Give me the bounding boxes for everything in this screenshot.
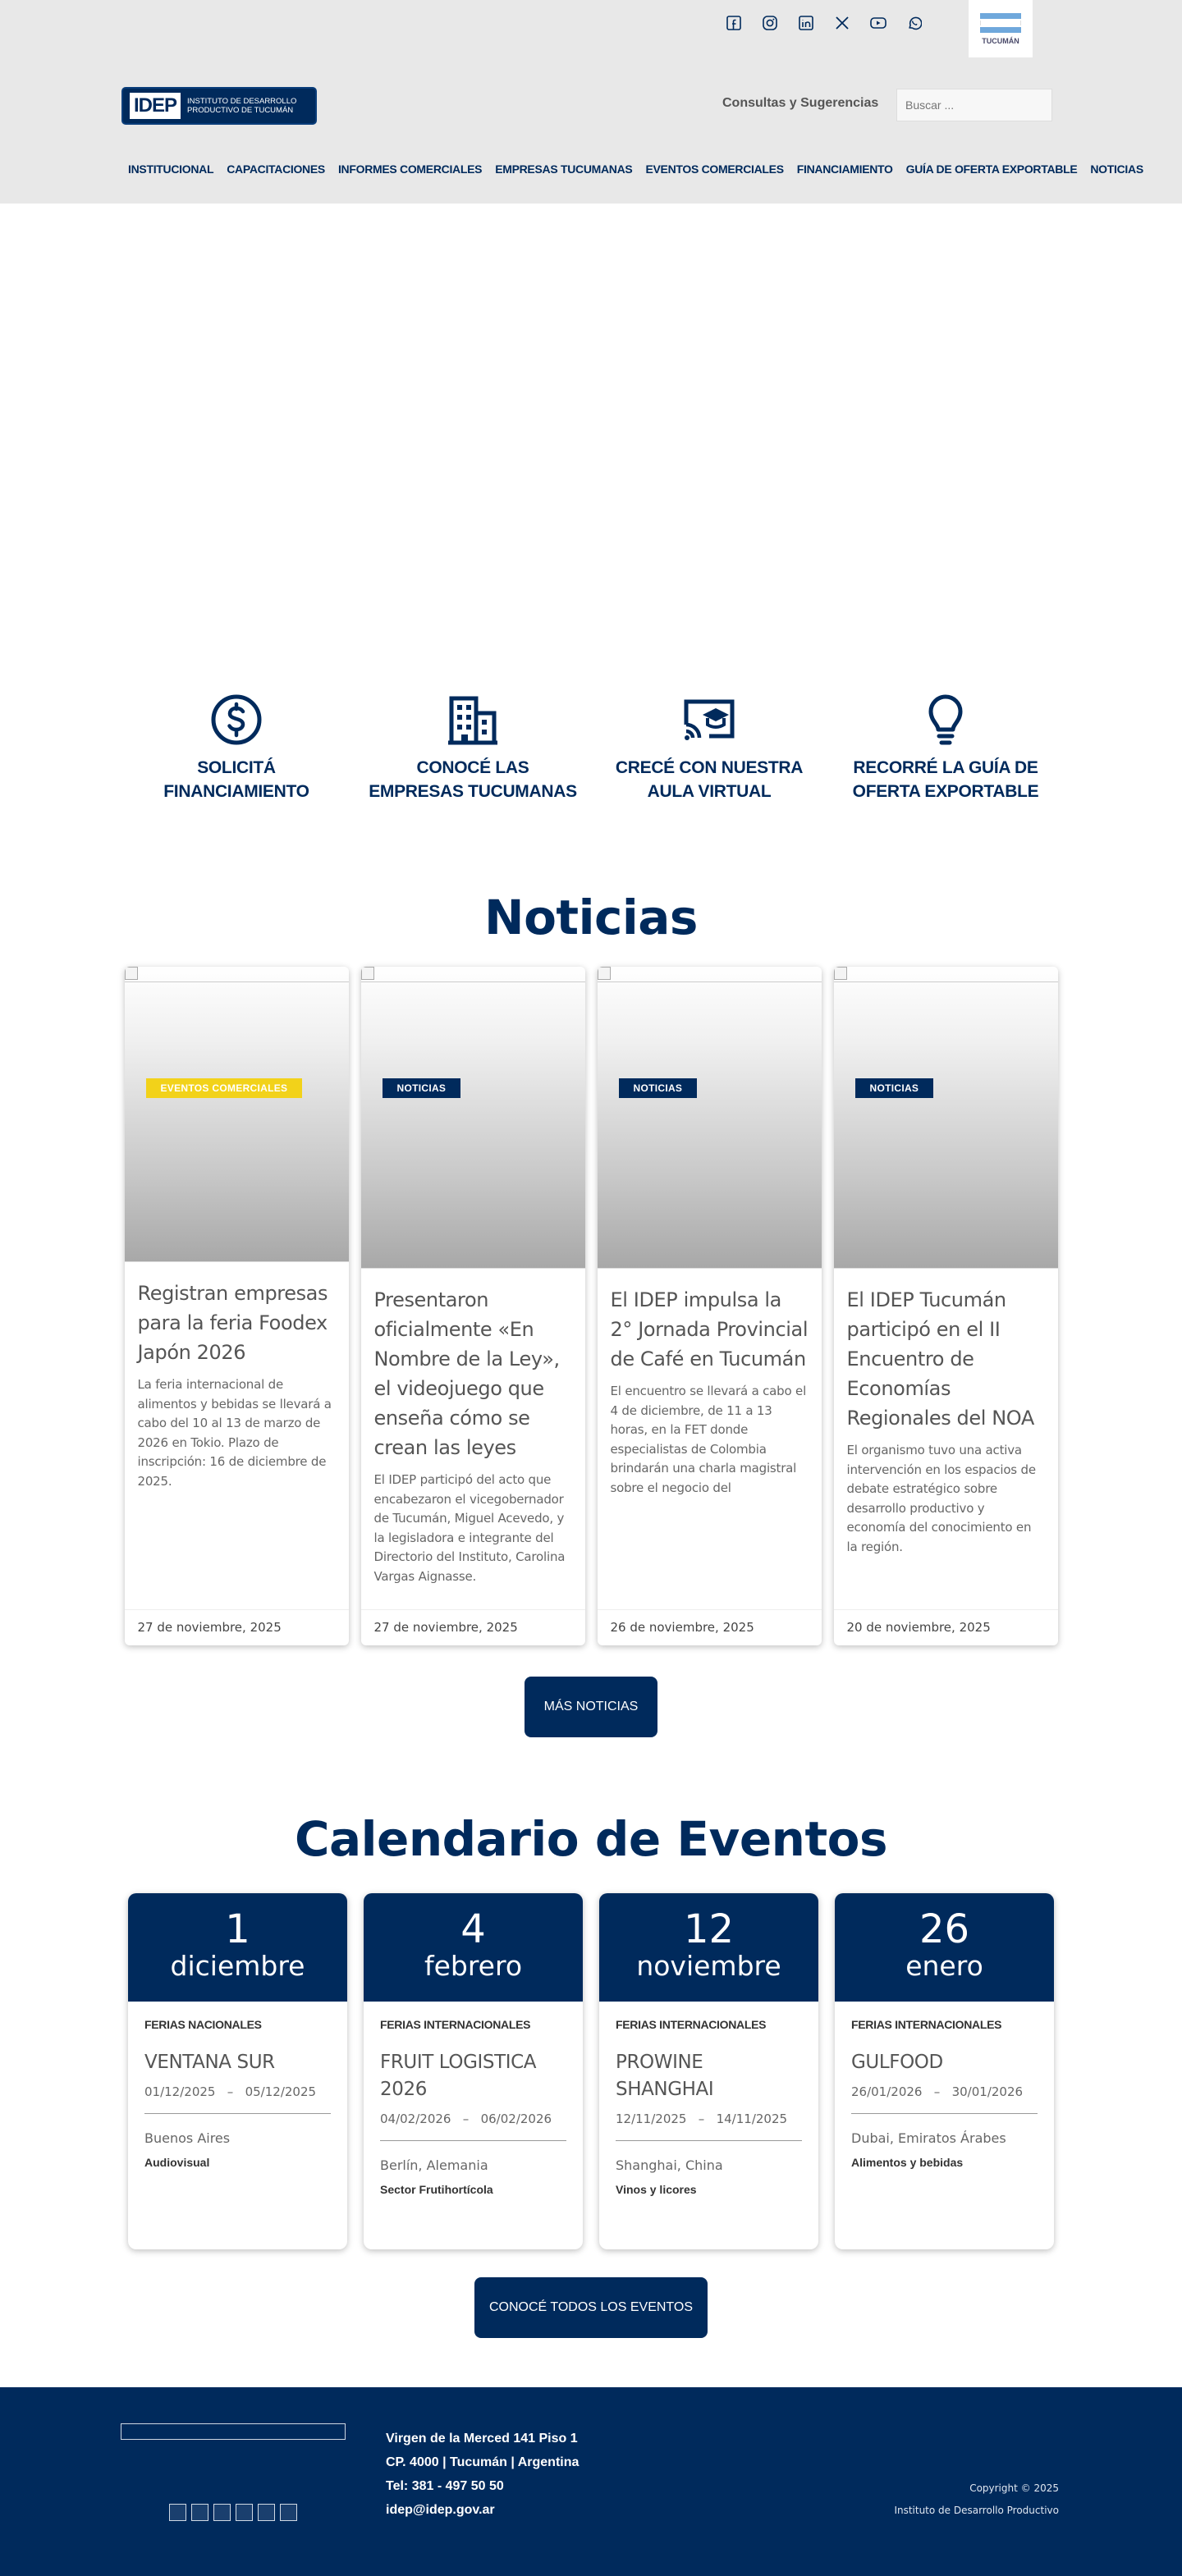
nav-item-informes-comerciales[interactable]: INFORMES COMERCIALES [337, 162, 483, 176]
news-excerpt: El IDEP participó del acto que encabezaron el vicegobernador de Tucumán, Miguel Acevedo, y la legisladora e integrante del Directorio del Instituto, Carolina Vargas Aignasse. [373, 1472, 566, 1584]
news-date: 26 de noviembre, 2025 [598, 1609, 822, 1645]
event-sector: Vinos y licores [616, 2183, 697, 2196]
nav-item-institucional[interactable]: INSTITUCIONAL [128, 162, 214, 176]
event-dates [144, 2084, 331, 2114]
news-body [598, 1269, 822, 1609]
event-day: 26 [919, 1906, 970, 1952]
event-body [364, 2002, 583, 2212]
footer-address: Virgen de la Merced 141 Piso 1 [386, 2432, 578, 2446]
date-separator: – [227, 2084, 234, 2099]
logo-mark: IDEP [130, 93, 181, 119]
event-start: 26/01/2026 [851, 2084, 923, 2099]
quick-link-line1: SOLICITÁ [197, 758, 276, 777]
news-section [0, 890, 1182, 1737]
event-end: 05/12/2025 [245, 2084, 317, 2099]
broken-image-icon [834, 967, 847, 980]
virtual-classroom-icon [681, 692, 737, 748]
quick-link-label [853, 756, 1039, 803]
calendar-title: Calendario de Eventos [294, 1811, 888, 1867]
news-title-text[interactable]: El IDEP impulsa la 2° Jornada Provincial de Café en Tucumán [610, 1288, 809, 1370]
event-end: 30/01/2026 [951, 2084, 1024, 2099]
news-body [834, 1269, 1058, 1609]
event-name[interactable]: VENTANA SUR [144, 2052, 275, 2073]
event-name[interactable]: PROWINE SHANGHAI [616, 2052, 714, 2100]
news-card[interactable] [598, 967, 822, 1645]
nav-item-financiamiento[interactable]: FINANCIAMIENTO [796, 162, 893, 176]
news-category-tag[interactable]: EVENTOS COMERCIALES [146, 1078, 303, 1098]
instagram-icon[interactable] [191, 2504, 208, 2521]
news-title-text[interactable]: Registran empresas para la feria Foodex Japón 2026 [137, 1282, 328, 1364]
event-place: Shanghai, China [616, 2157, 723, 2173]
event-month: noviembre [636, 1950, 781, 1982]
news-title-text[interactable]: Presentaron oficialmente «En Nombre de la Ley», el videojuego que enseña cómo se crean las leyes [373, 1288, 560, 1459]
event-month: enero [905, 1950, 983, 1982]
flag-stripe [980, 21, 1021, 25]
quick-link-label [163, 756, 309, 803]
x-icon[interactable] [829, 11, 855, 34]
event-date-header [128, 1893, 347, 2002]
news-card[interactable] [361, 967, 585, 1645]
hero-banner [0, 204, 1182, 663]
news-card[interactable] [125, 967, 349, 1645]
all-events-button[interactable]: CONOCÉ TODOS LOS EVENTOS [474, 2277, 708, 2338]
event-month: diciembre [170, 1950, 305, 1982]
news-body [125, 1262, 349, 1609]
event-card[interactable] [364, 1893, 583, 2249]
event-name[interactable]: GULFOOD [851, 2052, 943, 2073]
nav-item-eventos-comerciales[interactable]: EVENTOS COMERCIALES [645, 162, 784, 176]
youtube-icon[interactable] [258, 2504, 275, 2521]
flag-stripe [980, 27, 1021, 33]
news-image[interactable] [361, 967, 585, 1269]
news-image[interactable] [834, 967, 1058, 1269]
quick-link-line2: AULA VIRTUAL [647, 782, 772, 801]
site-header [0, 0, 1182, 204]
whatsapp-icon[interactable] [901, 11, 928, 34]
footer-postal: CP. 4000 | Tucumán | Argentina [386, 2455, 580, 2469]
image-divider [125, 981, 349, 982]
news-date: 27 de noviembre, 2025 [125, 1609, 349, 1645]
quick-link-line1: CRECÉ CON NUESTRA [615, 758, 804, 777]
news-category-tag[interactable]: NOTICIAS [855, 1078, 934, 1098]
event-category: FERIAS INTERNACIONALES [851, 2018, 1002, 2031]
site-footer [0, 2387, 1182, 2576]
event-category: FERIAS INTERNACIONALES [616, 2018, 767, 2031]
quick-link-line1: RECORRÉ LA GUÍA DE [853, 758, 1038, 777]
nav-item-capacitaciones[interactable]: CAPACITACIONES [227, 162, 325, 176]
tucuman-badge[interactable] [969, 0, 1033, 57]
nav-item-guia-oferta-exportable[interactable]: GUÍA DE OFERTA EXPORTABLE [905, 162, 1078, 176]
news-image[interactable] [598, 967, 822, 1269]
linkedin-icon[interactable] [793, 11, 819, 34]
image-divider [598, 981, 822, 982]
event-sector: Sector Frutihortícola [380, 2183, 493, 2196]
date-separator: – [462, 2112, 470, 2126]
search-input[interactable] [896, 89, 1052, 121]
event-category: FERIAS INTERNACIONALES [380, 2018, 531, 2031]
event-name[interactable]: FRUIT LOGISTICA 2026 [380, 2052, 537, 2100]
event-day: 4 [460, 1906, 486, 1952]
broken-image-icon [598, 967, 611, 980]
event-card[interactable] [835, 1893, 1054, 2249]
footer-email[interactable]: idep@idep.gov.ar [386, 2503, 495, 2517]
footer-logo[interactable] [121, 2423, 346, 2440]
quick-link-line2: FINANCIAMIENTO [163, 782, 309, 801]
event-dates [851, 2084, 1038, 2114]
lightbulb-icon [918, 692, 974, 748]
news-date: 20 de noviembre, 2025 [834, 1609, 1058, 1645]
nav-item-empresas-tucumanas[interactable]: EMPRESAS TUCUMANAS [495, 162, 633, 176]
quick-link-financiamiento[interactable] [118, 692, 355, 860]
event-month: febrero [424, 1950, 523, 1982]
logo-text [187, 97, 296, 115]
news-date: 27 de noviembre, 2025 [361, 1609, 585, 1645]
footer-social-links [169, 2504, 297, 2521]
quick-link-empresas[interactable] [355, 692, 591, 860]
quick-link-aula-virtual[interactable] [591, 692, 827, 860]
news-grid [0, 967, 1182, 1645]
instagram-icon[interactable] [757, 11, 783, 34]
news-image[interactable] [125, 967, 349, 1262]
event-day: 1 [225, 1906, 250, 1952]
quick-link-line2: EMPRESAS TUCUMANAS [369, 782, 577, 801]
event-card[interactable] [599, 1893, 818, 2249]
news-category-tag[interactable]: NOTICIAS [383, 1078, 461, 1098]
event-sector: Audiovisual [144, 2156, 210, 2169]
news-excerpt: El encuentro se llevará a cabo el 4 de diciembre, de 11 a 13 horas, en la FET donde especialistas de Colombia brindarán una charla magistral sobre el negocio del [610, 1384, 807, 1495]
news-title-text[interactable]: El IDEP Tucumán participó en el II Encuentro de Economías Regionales del NOA [846, 1288, 1034, 1430]
event-day: 12 [683, 1906, 735, 1952]
event-end: 06/02/2026 [480, 2112, 552, 2126]
consultas-link[interactable]: Consultas y Sugerencias [722, 96, 879, 110]
event-body [835, 2002, 1054, 2185]
date-separator: – [933, 2084, 941, 2099]
event-date-header [835, 1893, 1054, 2002]
events-grid [0, 1893, 1182, 2249]
event-place: Buenos Aires [144, 2130, 231, 2146]
idep-logo[interactable] [121, 87, 317, 125]
footer-phone[interactable]: Tel: 381 - 497 50 50 [386, 2479, 504, 2493]
news-body [361, 1269, 585, 1609]
tucuman-label: TUCUMÁN [982, 36, 1019, 45]
event-start: 01/12/2025 [144, 2084, 216, 2099]
news-excerpt: La feria internacional de alimentos y bebidas se llevará a cabo del 10 al 13 de marzo de 2026 en Tokio. Plazo de inscripción: 16 de diciembre de 2025. [137, 1377, 332, 1489]
news-excerpt: El organismo tuvo una activa intervención en los espacios de debate estratégico sobre desarrollo productivo y economía del conocimiento en la región. [846, 1443, 1036, 1554]
event-end: 14/11/2025 [716, 2112, 788, 2126]
event-place: Dubai, Emiratos Árabes [851, 2130, 1006, 2146]
dollar-icon [208, 692, 264, 748]
footer-copyright [894, 2478, 1059, 2522]
event-place: Berlín, Alemania [380, 2157, 488, 2173]
facebook-icon[interactable] [721, 11, 747, 34]
broken-image-icon [125, 967, 138, 980]
event-category: FERIAS NACIONALES [144, 2018, 262, 2031]
broken-image-icon [361, 967, 374, 980]
quick-link-label [616, 756, 803, 803]
copyright-text: Copyright © 2025 [969, 2482, 1059, 2494]
social-links [721, 11, 928, 34]
nav-item-noticias[interactable]: NOTICIAS [1090, 162, 1143, 176]
event-date-header [599, 1893, 818, 2002]
flag-stripe [980, 13, 1021, 19]
whatsapp-icon[interactable] [280, 2504, 297, 2521]
news-category-tag[interactable]: NOTICIAS [619, 1078, 698, 1098]
news-card[interactable] [834, 967, 1058, 1645]
youtube-icon[interactable] [865, 11, 891, 34]
date-separator: – [698, 2112, 705, 2126]
event-body [128, 2002, 347, 2185]
image-divider [361, 981, 585, 982]
quick-links [0, 663, 1182, 860]
image-divider [834, 981, 1058, 982]
linkedin-icon[interactable] [213, 2504, 231, 2521]
event-start: 04/02/2026 [380, 2112, 451, 2126]
more-news-button[interactable]: MÁS NOTICIAS [525, 1677, 657, 1737]
x-icon[interactable] [236, 2504, 253, 2521]
facebook-icon[interactable] [169, 2504, 186, 2521]
event-date-header [364, 1893, 583, 2002]
footer-contact [386, 2427, 579, 2522]
quick-link-line2: OFERTA EXPORTABLE [852, 782, 1039, 801]
quick-link-line1: CONOCÉ LAS [416, 758, 529, 777]
footer-org: Instituto de Desarrollo Productivo [894, 2505, 1059, 2516]
event-start: 12/11/2025 [616, 2112, 687, 2126]
event-body [599, 2002, 818, 2212]
quick-link-label [369, 756, 577, 803]
event-sector: Alimentos y bebidas [851, 2156, 964, 2169]
news-title: Noticias [484, 890, 698, 945]
event-dates [380, 2112, 566, 2141]
main-nav [121, 162, 1150, 176]
quick-link-guia-exportable[interactable] [827, 692, 1064, 860]
event-dates [616, 2112, 802, 2141]
building-icon [445, 692, 501, 748]
calendar-section [0, 1811, 1182, 2338]
event-card[interactable] [128, 1893, 347, 2249]
logo-line1: INSTITUTO DE DESARROLLO [187, 97, 297, 106]
logo-line2: PRODUCTIVO DE TUCUMÁN [187, 106, 294, 115]
